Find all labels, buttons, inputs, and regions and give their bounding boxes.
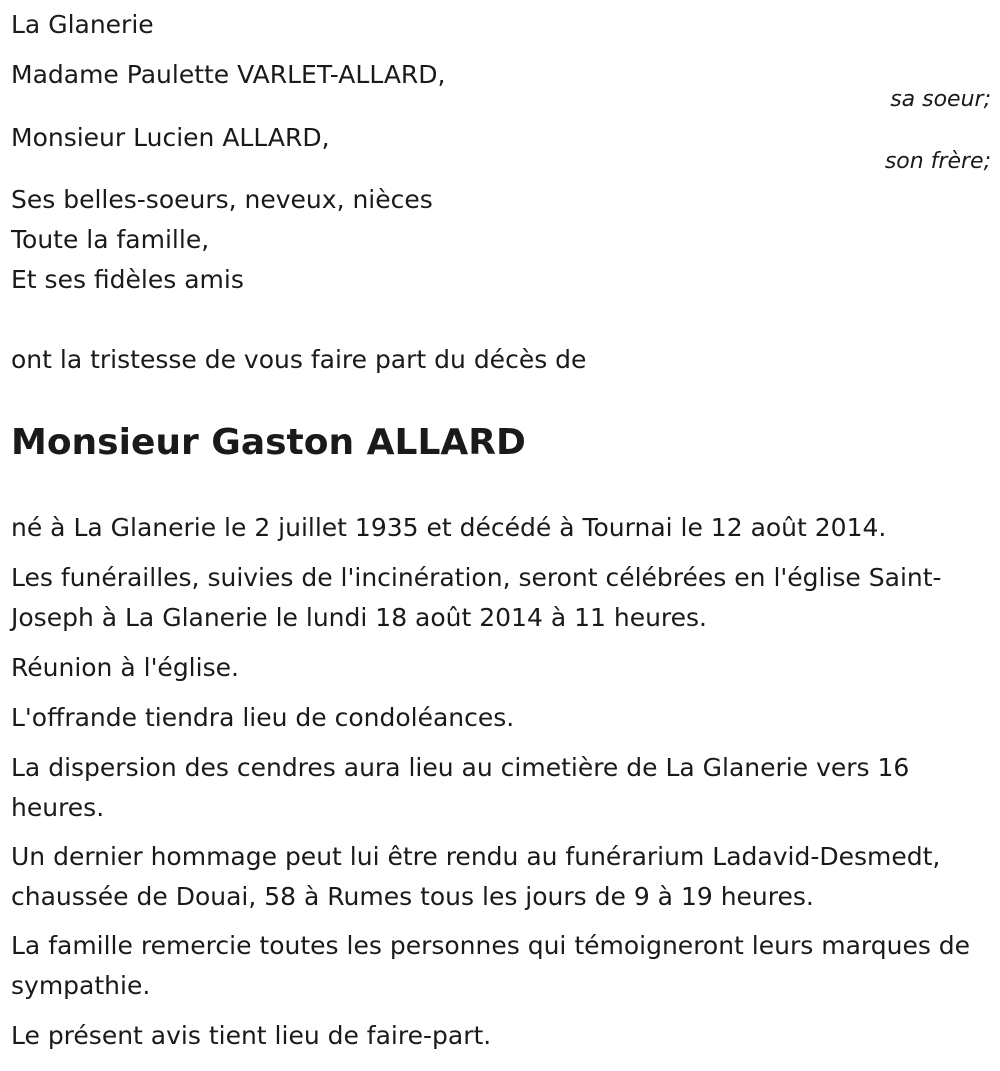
announcement-text: ont la tristesse de vous faire part du décès de (11, 345, 587, 374)
relative-relation-brother: son frère; (884, 149, 991, 174)
relative-name-brother: Monsieur Lucien ALLARD, (11, 123, 330, 152)
deceased-name: Monsieur Gaston ALLARD (11, 422, 526, 463)
detail-paragraph: Un dernier hommage peut lui être rendu au funérarium Ladavid-Desmedt, chaussée de Douai, 58 à Rumes tous les jours de 9 à 19 heures. (11, 842, 941, 911)
relative-name-sister: Madame Paulette VARLET-ALLARD, (11, 60, 446, 89)
relative-relation-sister: sa soeur; (890, 87, 991, 112)
detail-paragraph: La dispersion des cendres aura lieu au cimetière de La Glanerie vers 16 heures. (11, 753, 910, 822)
detail-paragraph: Réunion à l'église. (11, 653, 239, 682)
detail-paragraph: né à La Glanerie le 2 juillet 1935 et décédé à Tournai le 12 août 2014. (11, 513, 887, 542)
detail-paragraph: Le présent avis tient lieu de faire-part. (11, 1021, 492, 1050)
detail-paragraph: Les funérailles, suivies de l'incinération, seront célébrées en l'église Saint-Joseph à La Glanerie le lundi 18 août 2014 à 11 heures. (11, 563, 942, 632)
detail-paragraph: L'offrande tiendra lieu de condoléances. (11, 703, 515, 732)
family-line: Ses belles-soeurs, neveux, nièces (11, 185, 433, 214)
detail-paragraph: La famille remercie toutes les personnes qui témoigneront leurs marques de sympathie. (11, 931, 971, 1000)
family-line: Et ses fidèles amis (11, 265, 244, 294)
location-header: La Glanerie (11, 10, 154, 39)
family-line: Toute la famille, (11, 225, 210, 254)
